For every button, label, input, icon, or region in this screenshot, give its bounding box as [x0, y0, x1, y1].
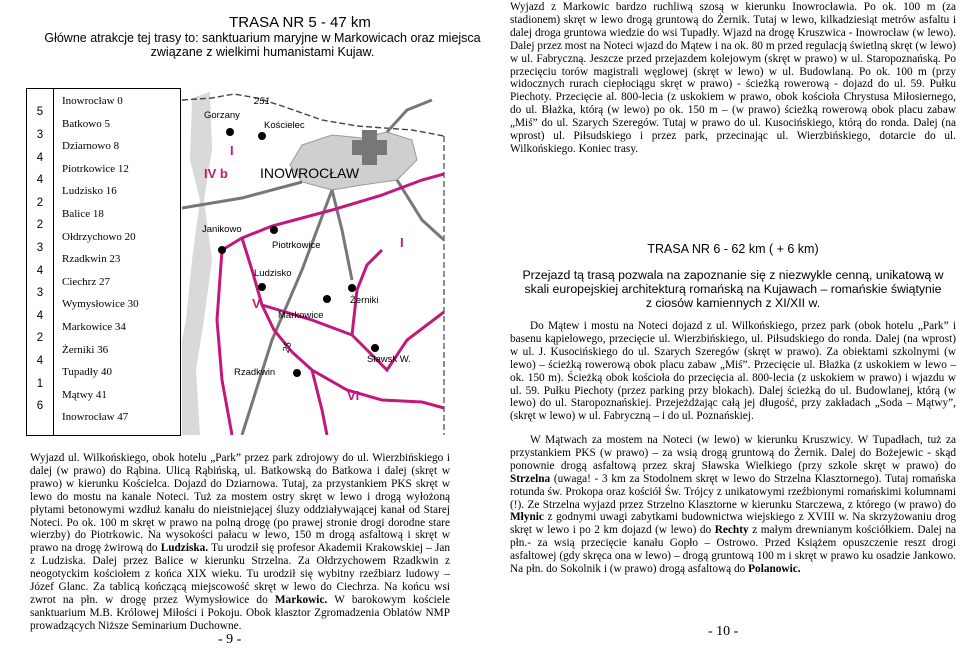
route-5-description	[30, 452, 450, 633]
segment-distance: 1	[36, 377, 44, 390]
segment-distance: 4	[36, 151, 44, 164]
route-6-intro: Przejazd tą trasą pozwala na zapoznanie się z niezwykle cenną, unikatową w skali europejskiej architekturą romańską na Kujawach – romańskie świątynie z ciosów kamiennych z XI/XII w.	[522, 268, 944, 310]
route-6-paragraph-1: Do Mątew i mostu na Noteci dojazd z ul. Wilkońskiego, przez park (obok hotelu „Park” i basenu kąpielowego, przecięcie ul. Wierzbińskiego, ul. Piłsudskiego do ronda. Dalej (na wprost) w ul. J. Kusocińskiego do ul. Szarych Szeregów (skręt w prawo). Za obiektami szkolnymi (w lewo) – ścieżką rowerową obok placu zabaw „Miś”. Przecięcie ul. Błażka (z uskokiem w lewo – ok. 150 m). Ścieżką obok kościoła do przecięcia al. 800-lecia (z uskokiem w prawo) i wjazdu w ul. 59. Pułku Piechoty (przez parking przy blokach). Dalej ścieżką do ul. Budowlanej, którą (w lewo) do ul. Staropoznańskiej. Przejeżdżając całą jej długość, przy zakładach „Soda – Mątwy”, (skręt w lewo) w ul. Fabryczną – i do ul. Poznańskiej.	[510, 320, 956, 423]
segment-distance: 4	[36, 264, 44, 277]
route-marker: I	[400, 235, 404, 250]
route-stop: Tupadły 40	[62, 366, 113, 379]
route-6-paragraph-2	[510, 434, 956, 576]
route-stop: Żerniki 36	[62, 343, 109, 356]
route-map	[182, 90, 447, 435]
map-label-place: Janikowo	[202, 224, 242, 235]
segment-distance: 4	[36, 354, 44, 367]
map-city-label: INOWROCŁAW	[260, 165, 360, 181]
segment-distance: 5	[36, 106, 44, 119]
page-number-left: - 9 -	[218, 632, 242, 647]
route-stop: Dziarnowo 8	[62, 140, 120, 153]
paragraph-text: W Mątwach za mostem na Noteci (w lewo) w kierunku Kruszwicy. W Tupadłach, tuż za przystankiem PKS (w prawo) – za wsią drogą gruntową do Żernik. Dalej do Bożejewic - skąd ponownie drogą asfaltową przez skraj Sławska Wielkiego (przy szkole skręt w prawo) do	[510, 434, 956, 472]
route-stop: Wymysłowice 30	[62, 298, 139, 311]
segment-distance: 4	[36, 309, 44, 322]
paragraph-bold-place: Polanowic.	[748, 563, 801, 576]
paragraph-bold-place: Młynic	[510, 511, 544, 524]
route-stop: Batkowo 5	[62, 117, 110, 130]
distance-table	[26, 88, 181, 436]
map-label-place: Kościelec	[264, 120, 305, 131]
segment-distance: 6	[36, 400, 44, 413]
route-stop: Inowrocław 0	[62, 95, 123, 107]
description-bold-place: Markowic.	[274, 593, 328, 606]
paragraph-text: z małym drewnianym kościółkiem. Dalej na płn.- za wsią przecięcie kanału Gopło – Ostrowo. Przed Książem opuszczenie reszt drogi asfaltowej (gdy skręca ona w lewo) – drogą gruntową 100 m i skręt w prawo ku osadzie Jankowo. Na płn. do Sokolnik i (w prawo) drogą asfaltową do	[510, 524, 957, 576]
map-label-place: Gorzany	[204, 110, 240, 121]
table-divider	[53, 89, 54, 435]
segment-distance: 3	[36, 128, 44, 141]
route-stop: Ołdrzychowo 20	[62, 230, 136, 243]
route-marker: VI	[347, 388, 360, 403]
paragraph-bold-place: Rechty	[714, 524, 749, 537]
paragraph-text: (uwaga! - 3 km za Stodolnem skręt w lewo do Strzelna Klasztornego). Tutaj romańska rotunda św. Prokopa oraz kościół Św. Trójcy z unikatowymi rzeźbionymi romańskimi kolumnami (!). Ze Strzelna wyjazd przez Strzelno Klasztorne w kierunku Starczewa, z którego (w prawo) do	[510, 472, 956, 511]
segment-distance: 3	[36, 287, 44, 300]
map-label-place: Sławsk W.	[367, 354, 411, 365]
route-6-title: TRASA NR 6 - 62 km ( + 6 km)	[647, 242, 819, 256]
segment-distance: 4	[36, 174, 44, 187]
route-marker: I	[230, 143, 234, 158]
map-label-place: Piotrkowice	[272, 240, 321, 251]
map-label-place: Ludzisko	[254, 268, 292, 279]
route-5-title: TRASA NR 5 - 47 km	[229, 14, 371, 31]
route-stop: Inowrocław 47	[62, 411, 129, 424]
route-stop: Rzadkwin 23	[62, 253, 121, 266]
route-5-description-continued: Wyjazd z Markowic bardzo ruchliwą szosą w kierunku Inowrocławia. Po ok. 100 m (za stadionem) skręt w lewo drogą gruntową do Żernik. Tutaj w lewo, kilkadziesiąt metrów asfaltu i dalej droga gruntowa wiedzie do wsi Tupadły. Wjazd na drogę Kruszwica - Inowrocław (w lewo). Dalej przez most na Noteci wjazd do Mątew i na ok. 80 m przed regulacją świetlną skręt (w lewo) w ul. Fabryczną. Jeszcze przed przejazdem kolejowym (skręt w prawo) w ul. Staropoznańską. Po przecięciu torów magistrali węglowej (skręt w lewo) w ul. Budowlaną. Po ok. 100 m (przy widocznych rurach ciepłociągu skręt w prawo) - ścieżką rowerową - dojazd do ul. 59. Pułku Piechoty. Przecięcie al. 800-lecia (z uskokiem w prawo, obok kościoła Chrystusa Miłosiernego, do ul. Błażka, którą (w lewo) po ok. 150 m – (w prawo) ścieżką rowerową obok placu zabaw „Miś” do ul. Szarych Szeregów. Tutaj w prawo do ul. Kusocińskiego, którą do ronda. Dalej (na wprost) ul. Piłsudskiego i przez park, przecinając ul. Wierzbińskiego, dotarcie do ul. Wilkońskiego. Koniec trasy.	[510, 1, 956, 155]
route-stop: Markowice 34	[62, 321, 126, 333]
segment-distance: 3	[36, 241, 44, 254]
route-marker: V	[252, 296, 261, 311]
description-text: Wyjazd ul. Wilkońskiego, obok hotelu „Park” przez park zdrojowy do ul. Wierzbińskiego i dalej (w prawo) do Rąbina. Ulicą Rąbińską, ul. Batkowską do Batkowa i dalej (skręt w prawo) w kierunku Kościelca. Dojazd do Dziarnowa. Tutaj, za przystankiem PKS skręt w lewo do mostu na kanale Noteci. Tuż za mostem ostry skręt w lewo i drogą wyłożoną płytami betonowymi wzdłuż kanału do nieistniejącej śluzy oddziaływającej kanał od Starej Noteci. Po ok. 100 m skręt w prawo na polną drogę (po prawej stronie drogi dorodne stare wierzby) do Piotrkowic. Na wysokości pałacu w lewo, 150 m drogą asfaltową i skręt w prawo na drogę żwirową do	[30, 452, 450, 555]
map-label-place: Żerniki	[350, 295, 379, 306]
route-stop: Mątwy 41	[62, 388, 107, 401]
route-stop: Balice 18	[62, 208, 104, 220]
route-5-intro: Główne atrakcje tej trasy to: sanktuarium maryjne w Markowicach oraz miejsca związane z wielkimi humanistami Kujaw.	[44, 31, 481, 59]
description-bold-place: Ludziska.	[160, 542, 209, 555]
page-number-right: - 10 -	[708, 624, 739, 639]
description-text: Tu urodził się profesor Akademii Krakowskiej – Jan z Ludziska. Dalej przez Balice w kierunku Strzelna. Za Ołdrzychowem Rzadkwin z neogotyckim kościołem z końca XIX wieku. Tu urodził się wybitny rzeźbiarz ludowy – Józef Glanc. Za tablicą kończącą miejscowość skręt w lewo do Ciechrza. Na końcu wsi zwrot na płn. w drogę przez Wymysłowice do	[30, 542, 451, 606]
paragraph-bold-place: Strzelna	[510, 472, 551, 485]
road-number-label: 25	[280, 340, 295, 354]
road-number-label: 251	[254, 96, 270, 107]
segment-distance: 2	[36, 219, 44, 232]
route-stop: Ludzisko 16	[62, 185, 117, 198]
map-label-place: Rzadkwin	[234, 367, 276, 378]
paragraph-text: z godnymi uwagi zabytkami budownictwa wiejskiego z XVIII w. Na skrzyżowaniu drog skręt w lewo i po 2 km dojazd (w lewo) do	[510, 511, 957, 537]
route-stop: Piotrkowice 12	[62, 162, 129, 175]
description-text: W barokowym kościele sanktuarium M.B. Królowej Miłości i Pokoju. Obok klasztor Zgromadzenia Oblatów NMP prowadzących Niższe Seminarium Duchowne.	[30, 593, 450, 632]
segment-distance: 2	[36, 332, 44, 345]
map-label-place: Markowice	[278, 310, 324, 321]
segment-distance: 2	[36, 196, 44, 209]
route-marker: IV b	[204, 166, 228, 181]
route-stop: Ciechrz 27	[62, 275, 110, 288]
